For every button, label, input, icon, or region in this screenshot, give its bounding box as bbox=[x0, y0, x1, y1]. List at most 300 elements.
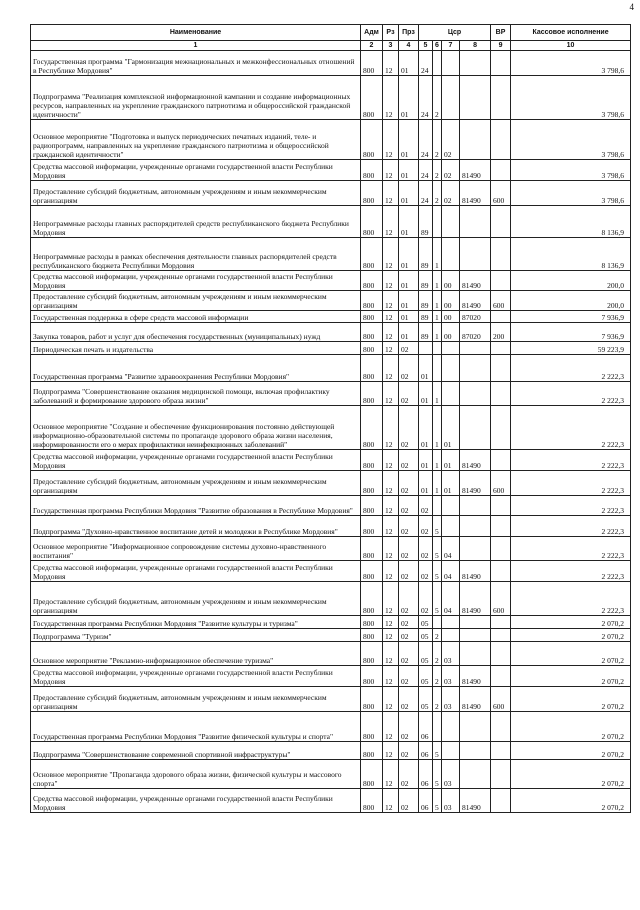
cell-rz: 12 bbox=[383, 582, 399, 616]
cell-vr bbox=[491, 238, 511, 271]
cell-vr: 600 bbox=[491, 181, 511, 206]
cell-vr bbox=[491, 271, 511, 291]
cell-c2: 2 bbox=[433, 629, 442, 642]
table-row bbox=[31, 789, 631, 813]
cell-c1: 89 bbox=[419, 271, 433, 291]
cell-name: Государственная программа "Развитие здравоохранения Республики Мордовия" bbox=[31, 355, 361, 382]
cell-c4 bbox=[460, 406, 491, 450]
cell-name: Предоставление субсидий бюджетным, автономным учреждениям и иным некоммерческим организациям bbox=[31, 687, 361, 712]
cell-vr bbox=[491, 760, 511, 789]
table-row bbox=[31, 642, 631, 666]
cell-adm: 800 bbox=[361, 450, 383, 471]
header-vr: ВР bbox=[491, 25, 511, 41]
table-row bbox=[31, 582, 631, 616]
cell-adm: 800 bbox=[361, 666, 383, 687]
cell-amount: 2 070,2 bbox=[511, 666, 631, 687]
cell-prz: 02 bbox=[399, 666, 419, 687]
cell-prz: 02 bbox=[399, 355, 419, 382]
cell-vr bbox=[491, 51, 511, 76]
cell-c2 bbox=[433, 496, 442, 516]
cell-amount: 59 223,9 bbox=[511, 342, 631, 355]
cell-c3: 02 bbox=[442, 120, 460, 160]
cell-vr bbox=[491, 742, 511, 760]
cell-vr bbox=[491, 789, 511, 813]
cell-rz: 12 bbox=[383, 206, 399, 238]
cell-name: Средства массовой информации, учрежденные органами государственной власти Республики Мордовия bbox=[31, 561, 361, 582]
cell-rz: 12 bbox=[383, 406, 399, 450]
cell-amount: 200,0 bbox=[511, 271, 631, 291]
cell-rz: 12 bbox=[383, 629, 399, 642]
cell-c1: 02 bbox=[419, 561, 433, 582]
cell-amount: 2 222,3 bbox=[511, 582, 631, 616]
column-number: 5 bbox=[419, 41, 433, 51]
cell-name: Подпрограмма "Туризм" bbox=[31, 629, 361, 642]
cell-adm: 800 bbox=[361, 206, 383, 238]
cell-c4: 87020 bbox=[460, 323, 491, 342]
cell-c2: 5 bbox=[433, 561, 442, 582]
cell-vr bbox=[491, 516, 511, 537]
cell-c1: 24 bbox=[419, 120, 433, 160]
cell-c4 bbox=[460, 206, 491, 238]
cell-c2: 1 bbox=[433, 323, 442, 342]
cell-prz: 02 bbox=[399, 642, 419, 666]
cell-c1: 24 bbox=[419, 160, 433, 181]
cell-amount: 2 222,3 bbox=[511, 471, 631, 496]
cell-adm: 800 bbox=[361, 616, 383, 629]
cell-rz: 12 bbox=[383, 291, 399, 311]
cell-vr bbox=[491, 642, 511, 666]
cell-vr bbox=[491, 206, 511, 238]
cell-c1: 05 bbox=[419, 687, 433, 712]
cell-adm: 800 bbox=[361, 51, 383, 76]
cell-c3 bbox=[442, 616, 460, 629]
cell-prz: 02 bbox=[399, 582, 419, 616]
cell-name: Предоставление субсидий бюджетным, автономным учреждениям и иным некоммерческим организациям bbox=[31, 291, 361, 311]
cell-adm: 800 bbox=[361, 789, 383, 813]
cell-c1: 01 bbox=[419, 450, 433, 471]
table-row bbox=[31, 629, 631, 642]
cell-c3: 04 bbox=[442, 582, 460, 616]
cell-c3: 00 bbox=[442, 311, 460, 323]
column-number: 4 bbox=[399, 41, 419, 51]
cell-vr bbox=[491, 406, 511, 450]
cell-c3 bbox=[442, 206, 460, 238]
cell-c3: 01 bbox=[442, 406, 460, 450]
cell-c4 bbox=[460, 342, 491, 355]
cell-vr bbox=[491, 537, 511, 561]
cell-adm: 800 bbox=[361, 323, 383, 342]
cell-name: Подпрограмма "Совершенствование современной спортивной инфраструктуры" bbox=[31, 742, 361, 760]
cell-c2: 1 bbox=[433, 450, 442, 471]
cell-rz: 12 bbox=[383, 76, 399, 120]
cell-adm: 800 bbox=[361, 742, 383, 760]
cell-adm: 800 bbox=[361, 120, 383, 160]
cell-adm: 800 bbox=[361, 311, 383, 323]
cell-rz: 12 bbox=[383, 120, 399, 160]
cell-amount: 2 070,2 bbox=[511, 789, 631, 813]
cell-c4: 81490 bbox=[460, 789, 491, 813]
cell-rz: 12 bbox=[383, 323, 399, 342]
header-prz: Прз bbox=[399, 25, 419, 41]
cell-c2 bbox=[433, 206, 442, 238]
cell-adm: 800 bbox=[361, 406, 383, 450]
cell-amount: 7 936,9 bbox=[511, 323, 631, 342]
cell-rz: 12 bbox=[383, 712, 399, 742]
cell-c2 bbox=[433, 712, 442, 742]
cell-name: Основное мероприятие "Пропаганда здорового образа жизни, физической культуры и массового спорта" bbox=[31, 760, 361, 789]
table-row bbox=[31, 160, 631, 181]
cell-rz: 12 bbox=[383, 537, 399, 561]
cell-prz: 01 bbox=[399, 323, 419, 342]
cell-prz: 02 bbox=[399, 760, 419, 789]
cell-c4 bbox=[460, 712, 491, 742]
cell-prz: 01 bbox=[399, 238, 419, 271]
cell-vr bbox=[491, 355, 511, 382]
cell-c4: 81490 bbox=[460, 181, 491, 206]
cell-adm: 800 bbox=[361, 760, 383, 789]
cell-c3 bbox=[442, 51, 460, 76]
cell-amount: 3 798,6 bbox=[511, 76, 631, 120]
column-number: 2 bbox=[361, 41, 383, 51]
cell-c2: 1 bbox=[433, 238, 442, 271]
cell-c1: 89 bbox=[419, 291, 433, 311]
cell-c1: 06 bbox=[419, 760, 433, 789]
cell-c4: 81490 bbox=[460, 450, 491, 471]
cell-c2: 2 bbox=[433, 666, 442, 687]
cell-prz: 02 bbox=[399, 629, 419, 642]
cell-rz: 12 bbox=[383, 51, 399, 76]
cell-c2 bbox=[433, 616, 442, 629]
table-row bbox=[31, 120, 631, 160]
cell-c3 bbox=[442, 355, 460, 382]
cell-vr bbox=[491, 496, 511, 516]
cell-adm: 800 bbox=[361, 516, 383, 537]
table-row bbox=[31, 516, 631, 537]
cell-c4 bbox=[460, 355, 491, 382]
cell-c1: 01 bbox=[419, 355, 433, 382]
cell-c3: 04 bbox=[442, 561, 460, 582]
cell-c4 bbox=[460, 642, 491, 666]
table-row bbox=[31, 76, 631, 120]
table-row bbox=[31, 382, 631, 406]
cell-rz: 12 bbox=[383, 471, 399, 496]
cell-adm: 800 bbox=[361, 537, 383, 561]
cell-c1: 01 bbox=[419, 471, 433, 496]
cell-c2: 5 bbox=[433, 537, 442, 561]
cell-rz: 12 bbox=[383, 160, 399, 181]
cell-prz: 01 bbox=[399, 76, 419, 120]
cell-vr bbox=[491, 342, 511, 355]
cell-name: Средства массовой информации, учрежденные органами государственной власти Республики Мордовия bbox=[31, 271, 361, 291]
cell-prz: 02 bbox=[399, 450, 419, 471]
cell-c1: 05 bbox=[419, 666, 433, 687]
cell-c2: 1 bbox=[433, 311, 442, 323]
cell-vr bbox=[491, 629, 511, 642]
cell-vr: 600 bbox=[491, 582, 511, 616]
cell-vr: 200 bbox=[491, 323, 511, 342]
cell-prz: 02 bbox=[399, 616, 419, 629]
cell-c3: 00 bbox=[442, 291, 460, 311]
column-number: 6 bbox=[433, 41, 442, 51]
table-row bbox=[31, 355, 631, 382]
cell-name: Основное мероприятие "Подготовка и выпуск периодических печатных изданий, теле- и радиопрограмм, направленных на укрепление гражданского патриотизма и общероссийской гражданской идентичности" bbox=[31, 120, 361, 160]
cell-prz: 02 bbox=[399, 516, 419, 537]
cell-c4: 81490 bbox=[460, 561, 491, 582]
cell-amount: 2 222,3 bbox=[511, 496, 631, 516]
cell-amount: 2 222,3 bbox=[511, 450, 631, 471]
header-rz: Рз bbox=[383, 25, 399, 41]
cell-c2 bbox=[433, 51, 442, 76]
cell-c2: 5 bbox=[433, 742, 442, 760]
cell-c2: 1 bbox=[433, 471, 442, 496]
cell-amount: 2 222,3 bbox=[511, 406, 631, 450]
cell-name: Основное мероприятие "Создание и обеспечение функционирования постоянно действующей информационно-образовательной системы по пропаганде здорового образа жизни населения, информированности его о мерах профилактики неинфекционных заболеваний" bbox=[31, 406, 361, 450]
cell-c4: 81490 bbox=[460, 471, 491, 496]
table-body bbox=[31, 51, 631, 813]
cell-amount: 2 070,2 bbox=[511, 760, 631, 789]
cell-c2: 2 bbox=[433, 120, 442, 160]
cell-adm: 800 bbox=[361, 642, 383, 666]
table-row bbox=[31, 616, 631, 629]
cell-c1: 05 bbox=[419, 629, 433, 642]
cell-name: Предоставление субсидий бюджетным, автономным учреждениям и иным некоммерческим организациям bbox=[31, 582, 361, 616]
cell-c3: 03 bbox=[442, 789, 460, 813]
cell-c4: 81490 bbox=[460, 291, 491, 311]
cell-c1: 02 bbox=[419, 496, 433, 516]
table-row bbox=[31, 271, 631, 291]
cell-rz: 12 bbox=[383, 450, 399, 471]
cell-rz: 12 bbox=[383, 181, 399, 206]
cell-name: Средства массовой информации, учрежденные органами государственной власти Республики Мордовия bbox=[31, 789, 361, 813]
cell-c3: 03 bbox=[442, 687, 460, 712]
cell-amount: 2 070,2 bbox=[511, 687, 631, 712]
cell-c1: 89 bbox=[419, 311, 433, 323]
cell-amount: 2 222,3 bbox=[511, 355, 631, 382]
cell-vr bbox=[491, 76, 511, 120]
cell-prz: 02 bbox=[399, 496, 419, 516]
cell-name: Подпрограмма "Духовно-нравственное воспитание детей и молодежи в Республике Мордовия" bbox=[31, 516, 361, 537]
cell-c1: 24 bbox=[419, 181, 433, 206]
table-row bbox=[31, 666, 631, 687]
cell-adm: 800 bbox=[361, 181, 383, 206]
cell-amount: 3 798,6 bbox=[511, 120, 631, 160]
table-row bbox=[31, 342, 631, 355]
cell-c3 bbox=[442, 742, 460, 760]
cell-c3: 00 bbox=[442, 271, 460, 291]
table-row bbox=[31, 496, 631, 516]
table-row bbox=[31, 471, 631, 496]
cell-prz: 02 bbox=[399, 687, 419, 712]
cell-rz: 12 bbox=[383, 616, 399, 629]
cell-vr: 600 bbox=[491, 471, 511, 496]
cell-rz: 12 bbox=[383, 271, 399, 291]
cell-c2: 1 bbox=[433, 382, 442, 406]
cell-vr bbox=[491, 120, 511, 160]
cell-rz: 12 bbox=[383, 496, 399, 516]
cell-vr bbox=[491, 616, 511, 629]
cell-name: Подпрограмма "Реализация комплексной информационной кампании и создание информационных ресурсов, направленных на укрепление гражданского патриотизма и общероссийской гражданской идентичности" bbox=[31, 76, 361, 120]
cell-c3 bbox=[442, 238, 460, 271]
cell-rz: 12 bbox=[383, 238, 399, 271]
cell-prz: 01 bbox=[399, 271, 419, 291]
cell-c4: 87020 bbox=[460, 311, 491, 323]
cell-rz: 12 bbox=[383, 342, 399, 355]
cell-c3: 04 bbox=[442, 537, 460, 561]
page-number: 4 bbox=[629, 2, 634, 12]
cell-prz: 02 bbox=[399, 742, 419, 760]
cell-adm: 800 bbox=[361, 712, 383, 742]
cell-name: Средства массовой информации, учрежденные органами государственной власти Республики Мордовия bbox=[31, 450, 361, 471]
table-row bbox=[31, 712, 631, 742]
cell-amount: 200,0 bbox=[511, 291, 631, 311]
cell-amount: 2 070,2 bbox=[511, 629, 631, 642]
cell-c2: 2 bbox=[433, 181, 442, 206]
cell-c3 bbox=[442, 629, 460, 642]
table-row bbox=[31, 206, 631, 238]
table-row bbox=[31, 238, 631, 271]
cell-c2: 2 bbox=[433, 687, 442, 712]
cell-name: Периодическая печать и издательства bbox=[31, 342, 361, 355]
column-number-row bbox=[31, 41, 631, 51]
cell-c1: 05 bbox=[419, 642, 433, 666]
cell-prz: 01 bbox=[399, 160, 419, 181]
cell-c4 bbox=[460, 76, 491, 120]
cell-name: Непрограммные расходы главных распорядителей средств республиканского бюджета Республики Мордовия bbox=[31, 206, 361, 238]
cell-rz: 12 bbox=[383, 760, 399, 789]
cell-name: Предоставление субсидий бюджетным, автономным учреждениям и иным некоммерческим организациям bbox=[31, 181, 361, 206]
cell-amount: 2 222,3 bbox=[511, 516, 631, 537]
cell-c3: 01 bbox=[442, 471, 460, 496]
cell-adm: 800 bbox=[361, 291, 383, 311]
cell-c3: 02 bbox=[442, 181, 460, 206]
cell-c2 bbox=[433, 342, 442, 355]
cell-c1: 24 bbox=[419, 76, 433, 120]
cell-c3: 01 bbox=[442, 450, 460, 471]
table-row bbox=[31, 760, 631, 789]
cell-amount: 3 798,6 bbox=[511, 160, 631, 181]
cell-c1 bbox=[419, 342, 433, 355]
cell-c4: 81490 bbox=[460, 666, 491, 687]
cell-prz: 02 bbox=[399, 789, 419, 813]
cell-rz: 12 bbox=[383, 355, 399, 382]
cell-c1: 24 bbox=[419, 51, 433, 76]
cell-c3: 00 bbox=[442, 323, 460, 342]
table-row bbox=[31, 291, 631, 311]
cell-rz: 12 bbox=[383, 311, 399, 323]
cell-amount: 2 070,2 bbox=[511, 742, 631, 760]
cell-c3 bbox=[442, 76, 460, 120]
cell-c4: 81490 bbox=[460, 160, 491, 181]
cell-c1: 06 bbox=[419, 742, 433, 760]
header-name: Наименование bbox=[31, 25, 361, 41]
cell-rz: 12 bbox=[383, 789, 399, 813]
cell-adm: 800 bbox=[361, 271, 383, 291]
cell-prz: 01 bbox=[399, 120, 419, 160]
cell-rz: 12 bbox=[383, 516, 399, 537]
table-row bbox=[31, 311, 631, 323]
cell-name: Закупка товаров, работ и услуг для обеспечения государственных (муниципальных) нужд bbox=[31, 323, 361, 342]
cell-name: Государственная программа Республики Мордовия "Развитие образования в Республике Мордовия" bbox=[31, 496, 361, 516]
table-row bbox=[31, 406, 631, 450]
cell-name: Основное мероприятие "Рекламно-информационное обеспечение туризма" bbox=[31, 642, 361, 666]
cell-vr bbox=[491, 561, 511, 582]
cell-c1: 05 bbox=[419, 616, 433, 629]
cell-c4 bbox=[460, 516, 491, 537]
cell-c1: 89 bbox=[419, 206, 433, 238]
cell-c2: 2 bbox=[433, 76, 442, 120]
cell-c2: 5 bbox=[433, 789, 442, 813]
cell-adm: 800 bbox=[361, 355, 383, 382]
cell-amount: 2 222,3 bbox=[511, 382, 631, 406]
cell-c1: 02 bbox=[419, 582, 433, 616]
table-row bbox=[31, 537, 631, 561]
cell-adm: 800 bbox=[361, 582, 383, 616]
cell-vr bbox=[491, 666, 511, 687]
cell-prz: 01 bbox=[399, 181, 419, 206]
cell-c3 bbox=[442, 712, 460, 742]
cell-name: Предоставление субсидий бюджетным, автономным учреждениям и иным некоммерческим организациям bbox=[31, 471, 361, 496]
cell-c2: 5 bbox=[433, 760, 442, 789]
cell-c3 bbox=[442, 342, 460, 355]
cell-rz: 12 bbox=[383, 561, 399, 582]
cell-c1: 06 bbox=[419, 712, 433, 742]
cell-amount: 8 136,9 bbox=[511, 238, 631, 271]
table-header-row bbox=[31, 25, 631, 41]
cell-prz: 01 bbox=[399, 51, 419, 76]
cell-c1: 89 bbox=[419, 238, 433, 271]
cell-prz: 01 bbox=[399, 291, 419, 311]
cell-name: Государственная программа Республики Мордовия "Развитие культуры и туризма" bbox=[31, 616, 361, 629]
column-number: 3 bbox=[383, 41, 399, 51]
cell-c4 bbox=[460, 238, 491, 271]
cell-vr bbox=[491, 450, 511, 471]
table-row bbox=[31, 181, 631, 206]
column-number: 9 bbox=[491, 41, 511, 51]
cell-c3: 03 bbox=[442, 666, 460, 687]
cell-c4 bbox=[460, 742, 491, 760]
cell-c3 bbox=[442, 382, 460, 406]
budget-table bbox=[30, 24, 631, 813]
cell-amount: 7 936,9 bbox=[511, 311, 631, 323]
header-csr: Цср bbox=[419, 25, 491, 41]
cell-amount: 2 070,2 bbox=[511, 712, 631, 742]
cell-c4: 81490 bbox=[460, 271, 491, 291]
cell-prz: 01 bbox=[399, 206, 419, 238]
cell-c1: 06 bbox=[419, 789, 433, 813]
cell-adm: 800 bbox=[361, 342, 383, 355]
cell-amount: 3 798,6 bbox=[511, 181, 631, 206]
cell-c4 bbox=[460, 120, 491, 160]
cell-adm: 800 bbox=[361, 471, 383, 496]
cell-amount: 3 798,6 bbox=[511, 51, 631, 76]
cell-c2: 2 bbox=[433, 160, 442, 181]
cell-prz: 02 bbox=[399, 382, 419, 406]
cell-prz: 02 bbox=[399, 406, 419, 450]
cell-vr: 600 bbox=[491, 291, 511, 311]
cell-c2: 1 bbox=[433, 271, 442, 291]
cell-c4 bbox=[460, 616, 491, 629]
cell-c2: 2 bbox=[433, 642, 442, 666]
cell-c4 bbox=[460, 760, 491, 789]
table-row bbox=[31, 687, 631, 712]
cell-adm: 800 bbox=[361, 561, 383, 582]
cell-c2: 5 bbox=[433, 516, 442, 537]
cell-adm: 800 bbox=[361, 382, 383, 406]
cell-adm: 800 bbox=[361, 76, 383, 120]
cell-rz: 12 bbox=[383, 742, 399, 760]
cell-c4 bbox=[460, 496, 491, 516]
column-number: 7 bbox=[442, 41, 460, 51]
